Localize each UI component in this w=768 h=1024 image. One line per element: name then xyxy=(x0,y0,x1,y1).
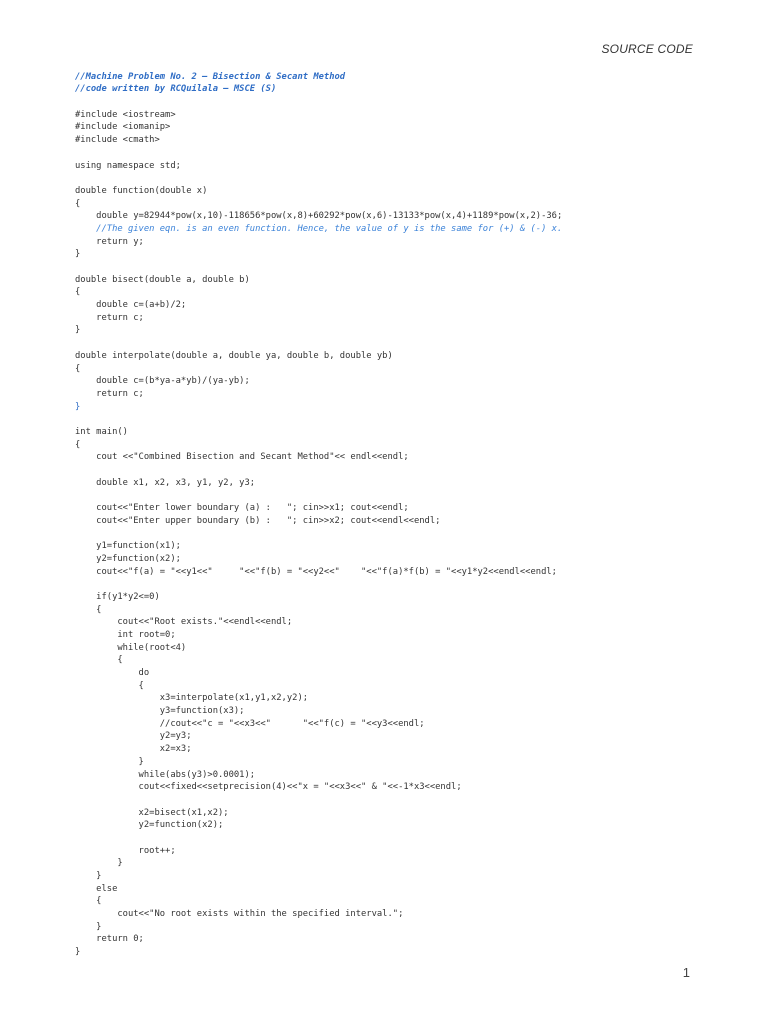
code-line: } xyxy=(75,325,81,336)
code-line: while(abs(y3)>0.0001); xyxy=(75,769,256,780)
code-line: double c=(a+b)/2; xyxy=(75,300,187,311)
code-line: return c; xyxy=(75,388,144,399)
code-line: { xyxy=(75,198,81,209)
code-line: #include <cmath> xyxy=(75,135,160,146)
code-line xyxy=(75,413,715,426)
code-comment-line: //Machine Problem No. 2 – Bisection & Secant Method xyxy=(75,71,346,82)
code-line: { xyxy=(75,287,81,298)
code-line xyxy=(75,58,715,71)
code-line: do xyxy=(75,668,150,678)
source-code-block xyxy=(75,58,715,959)
code-line xyxy=(75,489,715,502)
code-line: #include <iostream> xyxy=(75,109,176,120)
code-line xyxy=(75,147,715,160)
code-line: double y=82944*pow(x,10)-118656*pow(x,8)+60292*pow(x,6)-13133*pow(x,4)+1189*pow(x,2)-36; xyxy=(75,211,563,222)
code-line xyxy=(75,578,715,591)
code-line: y2=function(x2); xyxy=(75,553,181,564)
code-line: int root=0; xyxy=(75,629,176,640)
code-line xyxy=(75,464,715,477)
code-line: { xyxy=(75,439,81,450)
code-line: y2=function(x2); xyxy=(75,820,224,831)
code-line: y3=function(x3); xyxy=(75,706,245,717)
code-line xyxy=(75,832,715,845)
code-line: } xyxy=(75,921,102,932)
code-line xyxy=(75,527,715,540)
code-line: { xyxy=(75,363,81,374)
code-line: } xyxy=(75,249,81,260)
code-line: } xyxy=(75,858,123,869)
code-line: root++; xyxy=(75,845,176,856)
code-line: cout<<"Enter upper boundary (b) : "; cin>>x2; cout<<endl<<endl; xyxy=(75,515,441,526)
code-line: x2=bisect(x1,x2); xyxy=(75,807,229,818)
code-line: int main() xyxy=(75,426,128,437)
code-line: x3=interpolate(x1,y1,x2,y2); xyxy=(75,693,309,704)
code-line: while(root<4) xyxy=(75,642,187,653)
code-line: if(y1*y2<=0) xyxy=(75,591,160,602)
code-line xyxy=(75,337,715,350)
code-line: return c; xyxy=(75,312,144,323)
code-line: } xyxy=(75,756,144,767)
page-number: 1 xyxy=(682,965,690,980)
code-line: } xyxy=(75,401,81,412)
code-line: cout<<fixed<<setprecision(4)<<"x = "<<x3<<" & "<<-1*x3<<endl; xyxy=(75,782,462,793)
code-line: { xyxy=(75,604,102,615)
code-line: #include <iomanip> xyxy=(75,122,171,133)
code-line: //cout<<"c = "<<x3<<" "<<"f(c) = "<<y3<<endl; xyxy=(75,718,425,729)
code-line: double c=(b*ya-a*yb)/(ya-yb); xyxy=(75,376,250,387)
code-line: cout<<"No root exists within the specified interval."; xyxy=(75,909,404,920)
code-line: double function(double x) xyxy=(75,185,208,196)
page-header-title: SOURCE CODE xyxy=(601,42,693,56)
code-line: { xyxy=(75,680,144,691)
code-comment-line: //The given eqn. is an even function. Hence, the value of y is the same for (+) & (-) x. xyxy=(75,223,563,234)
code-line: double x1, x2, x3, y1, y2, y3; xyxy=(75,477,256,488)
code-line: return 0; xyxy=(75,934,144,945)
code-line: else xyxy=(75,883,118,894)
code-comment-line: //code written by RCQuilala – MSCE (S) xyxy=(75,84,277,95)
code-line xyxy=(75,172,715,185)
code-line: double bisect(double a, double b) xyxy=(75,274,250,285)
code-line: cout<<"Enter lower boundary (a) : "; cin>>x1; cout<<endl; xyxy=(75,503,409,514)
code-line: cout<<"f(a) = "<<y1<<" "<<"f(b) = "<<y2<<" "<<"f(a)*f(b) = "<<y1*y2<<endl<<endl; xyxy=(75,566,557,577)
code-line: y2=y3; xyxy=(75,731,192,742)
code-line xyxy=(75,261,715,274)
code-line xyxy=(75,96,715,109)
code-line: cout<<"Root exists."<<endl<<endl; xyxy=(75,617,293,628)
code-line: } xyxy=(75,947,81,958)
code-line: x2=x3; xyxy=(75,744,192,755)
code-line: return y; xyxy=(75,236,144,247)
code-line: { xyxy=(75,655,123,666)
code-line: cout <<"Combined Bisection and Secant Method"<< endl<<endl; xyxy=(75,452,409,463)
code-line: using namespace std; xyxy=(75,160,181,171)
code-line: double interpolate(double a, double ya, double b, double yb) xyxy=(75,350,393,361)
code-line xyxy=(75,794,715,807)
code-line: y1=function(x1); xyxy=(75,541,181,552)
code-line: { xyxy=(75,896,102,907)
code-line: } xyxy=(75,871,102,881)
